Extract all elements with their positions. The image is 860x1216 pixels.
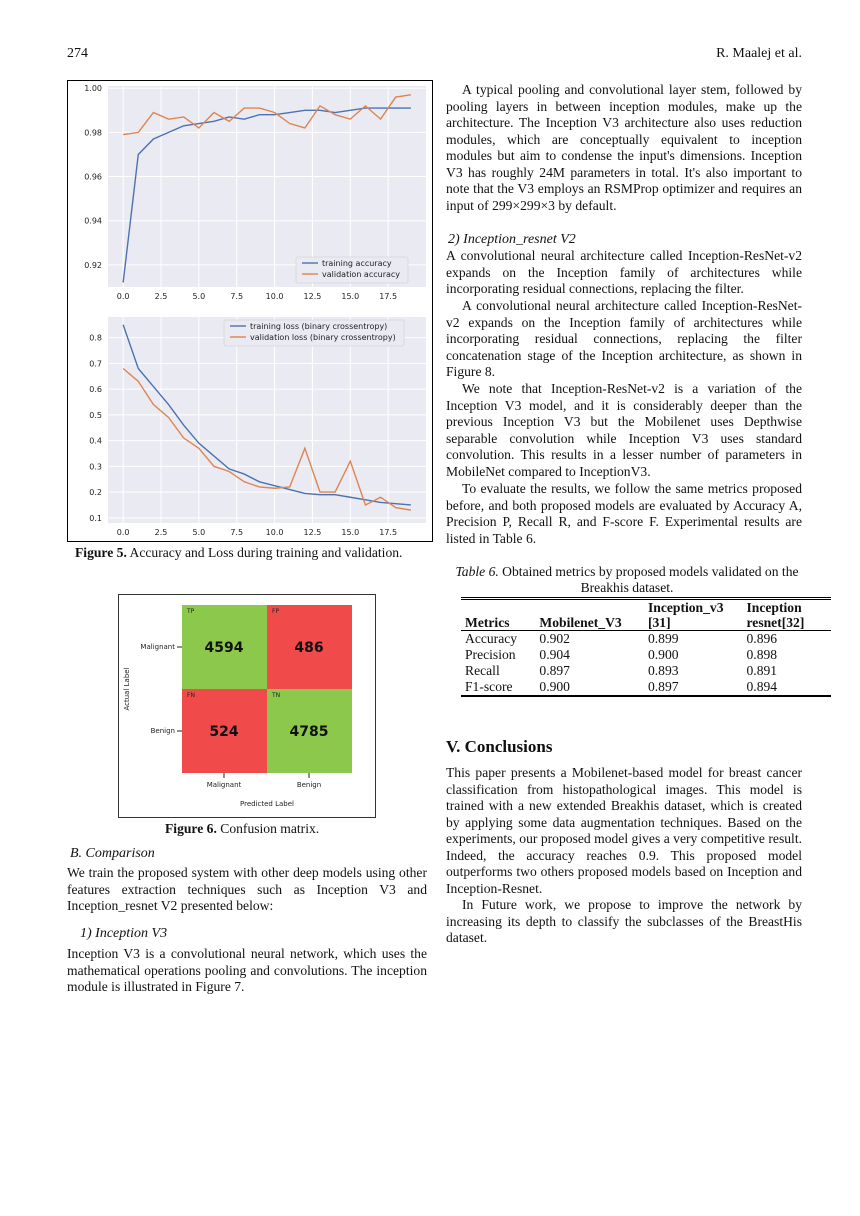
table-cell: Precision (465, 647, 516, 662)
page-number: 274 (67, 46, 88, 61)
figure-5-caption-text: Accuracy and Loss during training and validation. (126, 545, 403, 560)
running-head: R. Maalej et al. (716, 46, 802, 61)
y-tick-label: 0.4 (89, 436, 102, 446)
legend-label: validation accuracy (322, 270, 401, 279)
legend-label: training accuracy (322, 259, 392, 268)
figure-6-caption-text: Confusion matrix. (216, 821, 320, 836)
table-body (461, 631, 831, 697)
comparison-heading: B. Comparison (70, 846, 155, 861)
x-tick-label: 0.0 (116, 292, 130, 301)
y-tick-label: 0.2 (89, 488, 102, 498)
table-cell: 0.904 (539, 647, 570, 662)
right-paragraph-2: A convolutional neural architecture called Inception-ResNet-v2 expands on the Inception family of architectures while incorporating residual connections, replacing the filter. (446, 248, 802, 296)
cell-tn-value: 4785 (289, 724, 329, 740)
x-tick-label: 15.0 (341, 528, 360, 537)
x-tick-label: 7.5 (230, 528, 244, 537)
header-inception-resnet: Inception resnet[32] (746, 600, 805, 630)
table-cell: 0.899 (647, 631, 679, 646)
table-cell: 0.897 (539, 663, 570, 678)
inception-v3-heading: 1) Inception V3 (80, 926, 168, 941)
table-6 (461, 597, 831, 697)
table-cell: F1-score (465, 679, 513, 694)
cell-fn-value: 524 (209, 724, 239, 740)
y-tick-label: 0.7 (89, 359, 102, 369)
row-label-malignant: Malignant (140, 643, 175, 651)
col-label-benign: Benign (296, 781, 322, 789)
row-label-benign: Benign (150, 727, 175, 735)
x-tick-label: 5.0 (192, 528, 206, 537)
y-tick-label: 0.94 (84, 216, 102, 226)
cell-tp-value: 4594 (204, 640, 244, 656)
cell-fn-tag: FN (187, 692, 195, 699)
cell-tp-tag: TP (187, 608, 195, 615)
y-axis-label: Actual Label (123, 667, 131, 711)
comparison-paragraph: We train the proposed system with other deep models using other features extraction techniques such as Inception V3 and Inception_resnet V2 presented below: (67, 865, 427, 913)
x-tick-label: 17.5 (379, 528, 398, 537)
y-tick-label: 0.98 (84, 128, 102, 138)
x-axis-label: Predicted Label (240, 800, 294, 808)
x-tick-label: 12.5 (303, 528, 322, 537)
table-6-caption-text: Obtained metrics by proposed models validated on the Breakhis dataset. (498, 564, 799, 595)
legend-label: validation loss (binary crossentropy) (250, 333, 396, 342)
table-6-caption-label: Table 6. (455, 564, 499, 579)
y-tick-label: 0.6 (89, 385, 102, 395)
table-cell: Recall (465, 663, 500, 678)
accuracy-plot (68, 81, 432, 307)
figure-6 (118, 594, 376, 818)
y-tick-label: 1.00 (84, 84, 102, 94)
x-tick-label: 17.5 (379, 292, 398, 301)
table-cell: 0.900 (647, 647, 679, 662)
header-mobilenet: Mobilenet_V3 (539, 615, 622, 630)
header-metrics: Metrics (465, 615, 510, 630)
x-tick-label: 7.5 (230, 292, 244, 301)
table-header-row (461, 600, 831, 631)
figure-5-caption-label: Figure 5. (75, 545, 127, 560)
table-cell: 0.900 (539, 679, 570, 694)
table-row (461, 647, 831, 663)
future-work-paragraph: In Future work, we propose to improve the network by increasing its depth to classify the subclasses of the BreastHis dataset. (446, 897, 802, 945)
legend-label: training loss (binary crossentropy) (250, 322, 388, 331)
x-tick-label: 2.5 (154, 292, 168, 301)
y-tick-label: 0.5 (89, 410, 102, 420)
table-cell: 0.897 (647, 679, 679, 694)
y-tick-label: 0.92 (84, 260, 102, 270)
cell-fp-value: 486 (294, 640, 324, 656)
right-paragraph-4: We note that Inception-ResNet-v2 is a variation of the Inception V3 model, and it is considerably deeper than the previous Inception V3 but the Mobilenet uses Depthwise separable convolution while Inception V3 uses standard convolution. This results in a lesser number of parameters in MobileNet compared to InceptionV3. (446, 381, 802, 479)
right-paragraph-1: A typical pooling and convolutional layer stem, followed by pooling layers in between inception modules, make up the architecture. The Inception V3 architecture also uses reduction modules, which are conceptually equivalent to inception modules but aim to condense the input's dimensions. Inception V3 has roughly 24M parameters in total. It's also important to note that the V3 employs an RSMProp optimizer and requires an input of 299×299×3 by default. (446, 82, 802, 213)
inception-v3-paragraph: Inception V3 is a convolutional neural network, which uses the mathematical operations pooling and convolutions. The inception module is illustrated in Figure 7. (67, 946, 427, 994)
confusion-matrix (119, 595, 375, 817)
x-tick-label: 0.0 (116, 528, 130, 537)
y-tick-label: 0.8 (89, 333, 102, 343)
table-cell: 0.896 (746, 631, 778, 646)
cell-tn-tag: TN (272, 692, 281, 699)
table-row (461, 679, 831, 696)
y-tick-label: 0.3 (89, 462, 102, 472)
table-row (461, 663, 831, 679)
table-cell: 0.893 (647, 663, 679, 678)
right-paragraph-5: To evaluate the results, we follow the same metrics proposed before, and both proposed models are evaluated by Accuracy A, Precision P, Recall R, and F-score F. Experimental results are listed in Table 6. (446, 481, 802, 546)
table-cell: 0.902 (539, 631, 570, 646)
table-6-caption (452, 564, 802, 596)
x-tick-label: 2.5 (154, 528, 168, 537)
table-cell: 0.898 (746, 647, 778, 662)
cell-fp-tag: FP (272, 608, 280, 615)
table-cell: Accuracy (465, 631, 518, 646)
table-row (461, 631, 831, 648)
figure-6-caption-label: Figure 6. (165, 821, 217, 836)
inception-resnet-heading: 2) Inception_resnet V2 (448, 232, 576, 247)
header-inception-v3: Inception_v3 [31] (647, 600, 724, 630)
right-paragraph-3: A convolutional neural architecture called Inception-ResNet-v2 expands on the Inception family of architectures while incorporating residual connections, replacing the filter concatenation stage of the Inception architecture, as shown in Figure 8. (446, 298, 802, 379)
x-tick-label: 10.0 (265, 292, 284, 301)
figure-5 (67, 80, 433, 542)
y-tick-label: 0.96 (84, 172, 102, 182)
table-cell: 0.894 (746, 679, 778, 694)
y-tick-label: 0.1 (89, 513, 102, 523)
figure-5-caption (75, 545, 402, 561)
x-tick-label: 15.0 (341, 292, 360, 301)
x-tick-label: 10.0 (265, 528, 284, 537)
conclusions-heading: V. Conclusions (446, 737, 553, 756)
loss-plot (68, 311, 432, 541)
x-tick-label: 12.5 (303, 292, 322, 301)
conclusions-paragraph: This paper presents a Mobilenet-based model for breast cancer classification from histopathological images. This model is trained with a new extended Breakhis dataset, which is created by applying some data augmentation techniques. Based on the experiments, our proposed model gives a very competitive result. Indeed, the accuracy reaches 0.9. This proposed model outperforms two others proposed models based on Inception and Inception-Resnet. (446, 765, 802, 896)
x-tick-label: 5.0 (192, 292, 206, 301)
figure-6-caption (165, 821, 319, 837)
col-label-malignant: Malignant (206, 781, 242, 789)
table-cell: 0.891 (746, 663, 778, 678)
